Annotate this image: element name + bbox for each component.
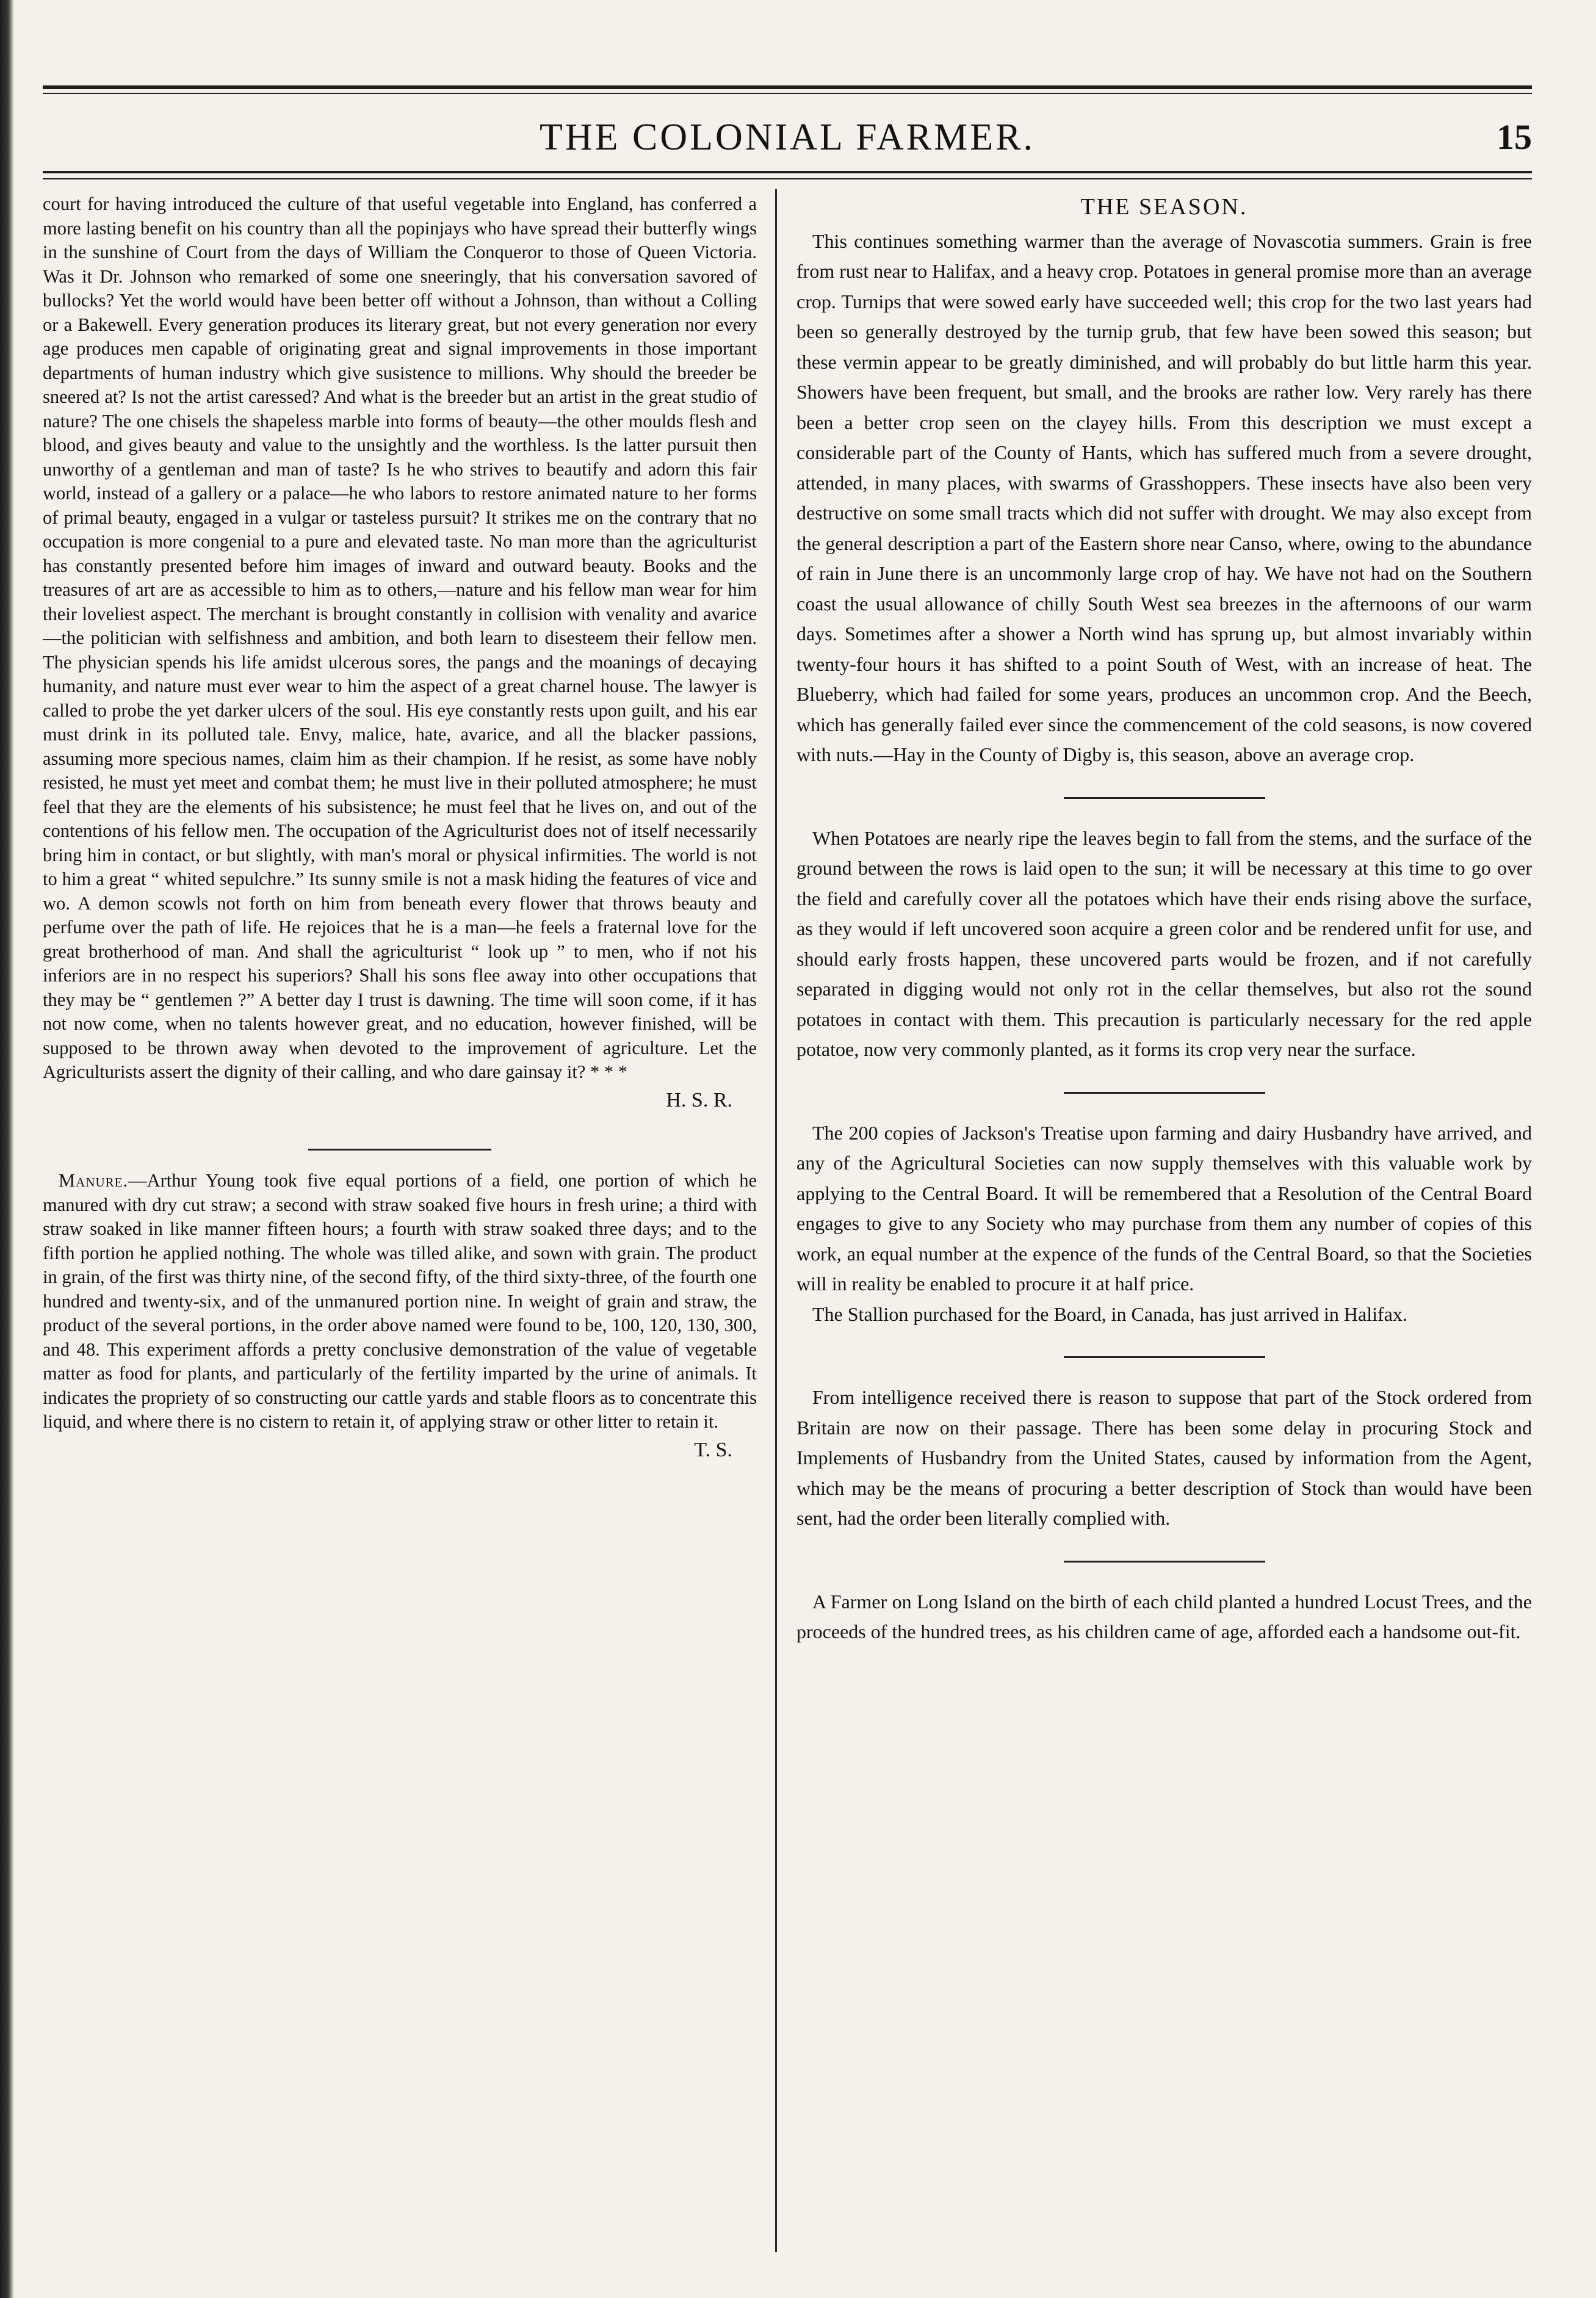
page-header xyxy=(43,110,1532,165)
top-rule-thin xyxy=(43,93,1532,94)
season-title: THE SEASON. xyxy=(1080,194,1248,220)
section-divider xyxy=(1064,1092,1265,1094)
manure-article xyxy=(43,1169,757,1434)
locust-text: A Farmer on Long Island on the birth of each child planted a hundred Locust Trees, and the proceeds of the hundred trees, as his children came of age, afforded each a handsome out-fit. xyxy=(796,1590,1532,1642)
page-number: 15 xyxy=(1497,117,1532,157)
header-rule-thin xyxy=(43,178,1532,179)
binding-edge xyxy=(0,0,13,2298)
section-divider xyxy=(1064,1356,1265,1358)
essay-signature: H. S. R. xyxy=(666,1088,732,1111)
section-divider xyxy=(1064,1561,1265,1563)
section-divider xyxy=(308,1149,491,1151)
header-rule xyxy=(43,171,1532,173)
column-divider xyxy=(775,189,777,2252)
newspaper-page xyxy=(43,85,1532,2258)
left-column xyxy=(43,192,757,2255)
jackson-text: The 200 copies of Jackson's Treatise upon farming and dairy Husbandry have arrived, and any of the Agricultural Societies can now supply themselves with this valuable work by applying to the Central Board. It will be remembered that a Resolution of the Central Board engages to give to any Society who may purchase from them any number of copies of this work, an equal number at the expence of the funds of the Central Board, so that the Societies will in reality be enabled to procure it at half price. xyxy=(796,1121,1532,1295)
potatoes-text: When Potatoes are nearly ripe the leaves begin to fall from the stems, and the surface of the ground between the rows is laid open to the sun; it will be necessary at this time to go over the field and carefully cover all the potatoes which have their ends rising above the surface, as they would if left uncovered soon acquire a green color and be rendered unfit for use, and should early frosts happen, these uncovered parts would be frozen, and if not carefully separated in digging would not only rot in the cellar themselves, but also rot the sound potatoes in contact with them. This precaution is particularly necessary for the red apple potatoe, now very commonly planted, as it forms its crop very near the surface. xyxy=(796,826,1532,1060)
stallion-text: The Stallion purchased for the Board, in Canada, has just arrived in Halifax. xyxy=(812,1303,1407,1325)
manure-signature: T. S. xyxy=(694,1438,732,1461)
stock-text: From intelligence received there is reason to suppose that part of the Stock ordered from Britain are now on their passage. There has been some delay in procuring Stock and Implements of Husbandry from the United States, caused by information from the Agent, which may be the means of procuring a better description of Stock than would have been sent, had the order been literally complied with. xyxy=(796,1386,1532,1529)
essay-text: court for having introduced the culture of that useful vegetable into England, has conferred a more lasting benefit on his country than all the popinjays who have spread their butterfly wings in the sunshine of Court from the days of William the Conqueror to those of Queen Victoria. Was it Dr. Johnson who remarked of some one sneeringly, that his conversation savored of bullocks? Yet the world would have been better off without a Johnson, than without a Colling or a Bakewell. Every generation produces its literary great, but not every generation nor every age produces men capable of originating great and signal improvements in those important departments of human industry which give susistence to millions. Why should the breeder be sneered at? Is not the artist caressed? And what is the breeder but an artist in the great studio of nature? The one chisels the shapeless marble into forms of beauty—the other moulds flesh and blood, and gives beauty and value to the unsightly and the worthless. Is the latter pursuit then unworthy of a gentleman and man of taste? Is he who strives to beautify and adorn this fair world, instead of a gallery or a palace—he who labors to restore animated nature to her forms of primal beauty, engaged in a vulgar or tasteless pursuit? It strikes me on the contrary that no occupation is more congenial to a pure and elevated taste. No man more than the agriculturist has constantly presented before him images of inward and outward beauty. Books and the treasures of art are as accessible to him as to others,—nature and his fellow man wear for him their loveliest aspect. The merchant is brought constantly in collision with venality and avarice—the politician with selfishness and ambition, and both learn to disesteem their fellow men. The physician spends his life amidst ulcerous sores, the pangs and the moanings of decaying humanity, and nature must ever wear to him the aspect of a great charnel house. The lawyer is called to probe the yet darker ulcers of the soul. His eye constantly rests upon guilt, and his ear must drink in its polluted tale. Envy, malice, hate, avarice, and all the blacker passions, assuming more specious names, claim him as their champion. If he resist, as some have nobly resisted, he must yet meet and combat them; he must live in their polluted atmosphere; he must feel that they are the elements of his subsistence; he must feel that he lives on, and out of the contentions of his fellow men. The occupation of the Agriculturist does not of itself necessarily bring him in contact, or but slightly, with man's moral or physical infirmities. The world is not to him a great “ whited sepulchre.” Its sunny smile is not a mask hiding the features of vice and wo. A demon scowls not forth on him from beneath every flower that throws beauty and perfume over the path of life. He rejoices that he is a man—he feels a fraternal love for the great brotherhood of man. And shall the agriculturist “ look up ” to men, who if not his inferiors are in no respect his superiors? Shall his sons flee away into other occupations that they may be “ gentlemen ?” A better day I trust is dawning. The time will soon come, if it has not now come, when no talents however great, and no education, however finished, will be supposed to be thrown away when devoted to the improvement of agriculture. Let the Agriculturists assert the dignity of their calling, and who dare gainsay it? * * * xyxy=(43,193,757,1082)
section-divider xyxy=(1064,797,1265,799)
manure-heading: Manure. xyxy=(59,1170,129,1191)
right-column xyxy=(796,192,1532,2255)
publication-title: THE COLONIAL FARMER. xyxy=(540,117,1035,158)
manure-text: —Arthur Young took five equal portions of a field, one portion of which he manured with dry cut straw; a second with straw soaked five hours in fresh urine; a third with straw soaked in like manner fifteen hours; a fourth with straw soaked three days; and to the fifth portion he applied nothing. The whole was tilled alike, and sown with grain. The product in grain, of the first was thirty nine, of the second fifty, of the third sixty-three, of the fourth one hundred and twenty-six, and of the unmanured portion nine. In weight of grain and straw, the product of the several portions, in the order above named were found to be, 100, 120, 130, 300, and 48. This experiment affords a pretty conclusive demonstration of the value of vegetable matter as food for plants, and particularly of the fertility imparted by the urine of animals. It indicates the propriety of so constructing our cattle yards and stable floors as to concentrate this liquid, and where there is no cistern to retain it, of applying straw or other litter to retain it. xyxy=(43,1170,757,1432)
top-rule xyxy=(43,85,1532,89)
season-text: This continues something warmer than the average of Novascotia summers. Grain is free from rust near to Halifax, and a heavy crop. Potatoes in general promise more than an average crop. Turnips that were sowed early have succeeded well; this crop for the two last years had been so generally destroyed by the turnip grub, that few have been sowed this season; but these vermin appear to be greatly diminished, and will probably do but little harm this year. Showers have been frequent, but small, and the brooks are rather low. Very rarely has there been a better crop seen on the clayey hills. From this description we must except a considerable part of the County of Hants, which has suffered much from a severe drought, attended, in many places, with swarms of Grasshoppers. These insects have also been very destructive on some small tracts which did not suffer with drought. We may also except from the general description a part of the Eastern shore near Canso, where, owing to the abundance of rain in June there is an uncommonly large crop of hay. We have not had on the Southern coast the usual allowance of chilly South West sea breezes in the afternoons of our warm days. Sometimes after a shower a North wind has sprung up, but almost invariably within twenty-four hours it has shifted to a point South of West, with an increase of heat. The Blueberry, which had failed for some years, produces an uncommon crop. And the Beech, which has generally failed ever since the commencement of the cold seasons, is now covered with nuts.—Hay in the County of Digby is, this season, above an average crop. xyxy=(796,229,1532,765)
